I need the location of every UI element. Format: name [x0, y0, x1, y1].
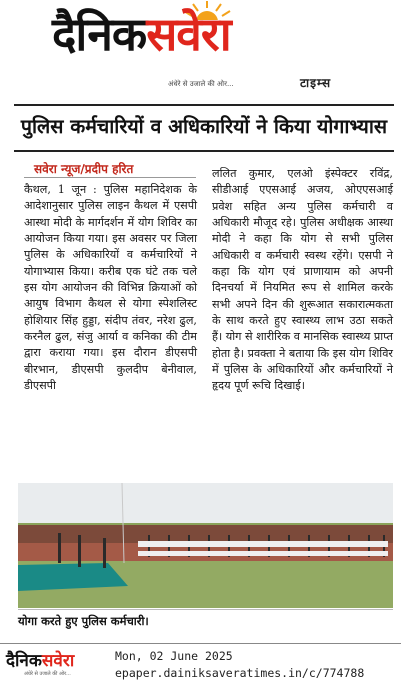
footer-url[interactable]: epaper.dainiksaveratimes.in/c/774788: [115, 666, 365, 680]
article-headline: पुलिस कर्मचारियों व अधिकारियों ने किया योगाभ्यास: [20, 115, 388, 138]
masthead-logo: [52, 8, 231, 60]
footer-logo: [6, 648, 74, 671]
masthead: [0, 0, 401, 100]
masthead-name-part2: सवेरा: [146, 7, 231, 61]
masthead-tagline: अंधेरे से उजाले की ओर...: [168, 80, 234, 88]
masthead-name-part1: दैनिक: [52, 7, 147, 61]
footer-logo-part2: सवेरा: [41, 651, 75, 671]
masthead-times: टाइम्स: [300, 76, 332, 90]
footer-logo-part1: दैनिक: [6, 651, 42, 671]
footer-date: Mon, 02 June 2025: [115, 649, 233, 663]
article-byline: सवेरा न्यूज/प्रदीप हरित: [34, 162, 134, 176]
caption-divider: [18, 609, 393, 610]
article-column-1: कैथल, 1 जून : पुलिस महानिदेशक के आदेशानुसार पुलिस लाइन कैथल में एसपी आस्था मोदी के मार्गदर्शन में योग शिविर का आयोजन किया गया। इस अवसर पर जिला पुलिस के अधिकारियों व कर्मचारियों ने योगाभ्यास किया। करीब एक घंटे तक चले इस योग आयोजन की विभिन्न क्रियाओं को आयुष विभाग कैथल से योगा स्पेशलिस्ट होशियार सिंह हुड्डा, संदीप तंवर, नरेश ढुल, करनैल ढुल, संजु आर्या व कनिका की टीम द्वारा कराया गया। इस दौरान डीएसपी बीरभान, डीएसपी कुलदीप बेनीवाल, डीएसपी: [24, 183, 197, 393]
footer: [0, 643, 401, 686]
photo-caption: योगा करते हुए पुलिस कर्मचारी।: [18, 614, 149, 628]
article-column-2: ललित कुमार, एलओ इंस्पेक्टर रविंद्र, सीडीआई एएसआई अजय, ओएएसआई प्रवेश सहित अन्य पुलिस कर्मचारी व अधिकारी मौजूद रहे। पुलिस अधीक्षक आस्था मोदी ने कहा कि योग से सभी पुलिस अधिकारी व कर्मचारी स्वस्थ रहेंगे। एसपी ने कहा कि योग एवं प्राणायाम को अपनी दिनचर्या में नियमित रूप से शामिल करके सभी अपने दिन की शुरूआत सकारात्मकता के साथ करते हुए स्वास्थ्य लाभ उठा सकते हैं। योग से शारीरिक व मानसिक स्वास्थ्य प्राप्त होता है। प्रवक्ता ने बताया कि इस योग शिविर में पुलिस के अधिकारियों और कर्मचारियों ने हृदय पूर्ण रूचि दिखाई।: [212, 167, 393, 393]
byline-divider: [24, 177, 196, 178]
article-photo: [18, 483, 393, 608]
footer-logo-tagline: अंधेरे से उजाले की ओर...: [24, 671, 71, 677]
yoga-photo-image: [18, 483, 393, 608]
headline-box: [14, 104, 394, 152]
